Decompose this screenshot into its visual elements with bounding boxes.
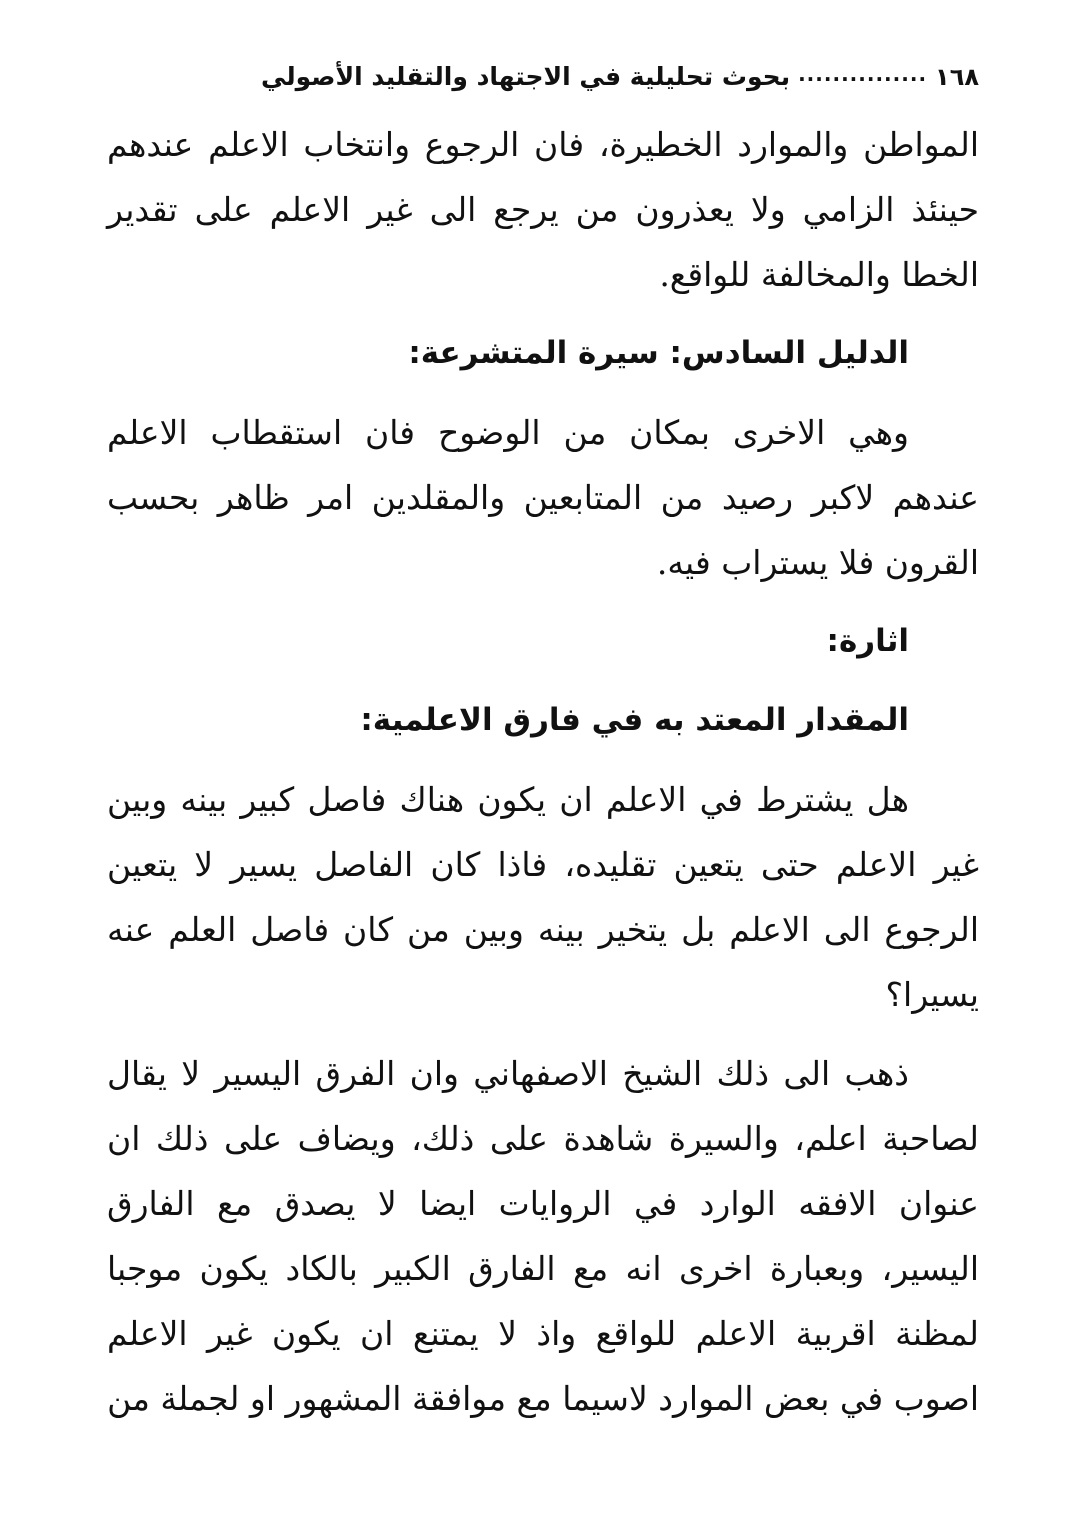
section-heading-a3lamiyya-margin: المقدار المعتد به في فارق الاعلمية: xyxy=(360,702,909,738)
spacer xyxy=(107,674,979,688)
paragraph-continuation: المواطن والموارد الخطيرة، فان الرجوع وانتخاب الاعلم عندهم حينئذ الزامي ولا يعذرون من يرجع الى غير الاعلم على تقدير الخطا والمخالفة للواقع. xyxy=(107,125,979,294)
section-heading-ithara: اثارة: xyxy=(826,623,909,659)
spacer xyxy=(107,1027,979,1041)
spacer xyxy=(107,307,979,321)
spacer xyxy=(107,753,979,767)
running-header xyxy=(107,56,979,98)
section-heading-sixth-evidence: الدليل السادس: سيرة المتشرعة: xyxy=(408,335,909,371)
header-leader-dots: ............... xyxy=(798,62,928,86)
spacer xyxy=(107,595,979,609)
paragraph-sirat-mutasharrea: وهي الاخرى بمكان من الوضوح فان استقطاب الاعلم عندهم لاكبر رصيد من المتابعين والمقلدين امر ظاهر بحسب القرون فلا يستراب فيه. xyxy=(107,413,979,582)
page-body xyxy=(107,112,979,1431)
page-number: ١٦٨ xyxy=(935,63,979,91)
paragraph-question: هل يشترط في الاعلم ان يكون هناك فاصل كبير بينه وبين غير الاعلم حتى يتعين تقليده، فاذا كان الفاصل يسير لا يتعين الرجوع الى الاعلم بل يتخير بينه وبين من كان فاصل العلم عنه يسيرا؟ xyxy=(107,780,979,1014)
book-title: بحوث تحليلية في الاجتهاد والتقليد الأصولي xyxy=(260,62,791,91)
paragraph-isfahani-view: ذهب الى ذلك الشيخ الاصفهاني وان الفرق اليسير لا يقال لصاحبة اعلم، والسيرة شاهدة على ذلك، ويضاف على ذلك ان عنوان الافقه الوارد في الروايات ايضا لا يصدق مع الفارق اليسير، وبعبارة اخرى انه مع الفارق الكبير بالكاد يكون موجبا لمظنة اقربية الاعلم للواقع واذ لا يمتنع ان يكون غير الاعلم اصوب في بعض الموارد لاسيما مع موافقة المشهور او لجملة من xyxy=(107,1054,979,1418)
spacer xyxy=(107,386,979,400)
